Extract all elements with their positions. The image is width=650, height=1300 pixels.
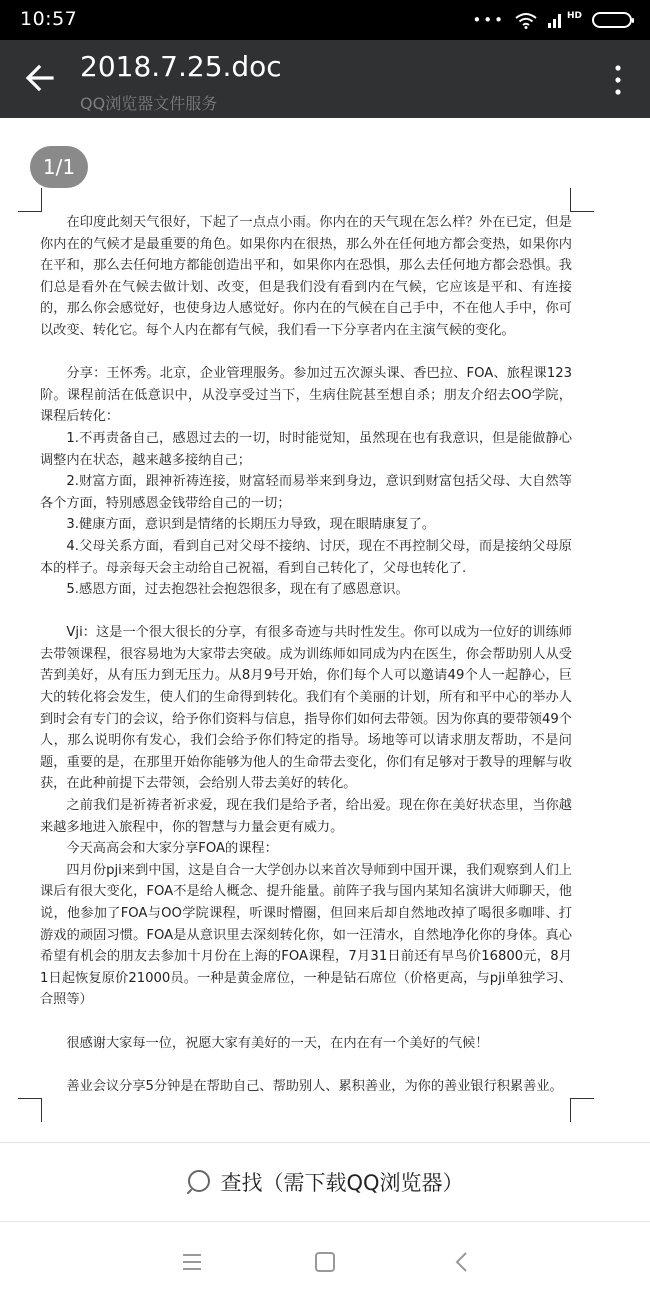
paragraph-spacer (40, 601, 572, 623)
page-corner-mark (18, 1098, 42, 1122)
document-paragraph: 很感谢大家每一位，祝愿大家有美好的一天，在内在有一个美好的气候！ (66, 1035, 489, 1051)
arrow-left-icon[interactable] (22, 60, 58, 96)
page-corner-mark (570, 1098, 594, 1122)
document-paragraph: 善业会议分享5分钟是在帮助自己、帮助别人、累积善业，为你的善业银行积累善业。 (66, 1078, 563, 1094)
document-paragraph: 4.父母关系方面，看到自己对父母不接纳、讨厌，现在不再控制父母，而是接纳父母原本的样子。母亲每天会主动给自己祝福，看到自己转化了，父母也转化了. (40, 538, 572, 576)
find-label: 查找（需下载QQ浏览器） (220, 1171, 464, 1195)
document-paragraph: 3.健康方面，意识到是情绪的长期压力导致，现在眼睛康复了。 (66, 517, 436, 533)
menu-lines-icon[interactable] (180, 1250, 204, 1274)
page-corner-mark (570, 188, 594, 212)
wifi-icon (515, 12, 537, 29)
document-paragraph: 1.不再责备自己，感恩过去的一切，时时能觉知，虽然现在也有我意识，但是能做静心调整内在状态，越来越多接纳自己； (40, 430, 572, 468)
system-nav-bar (0, 1222, 650, 1300)
app-bar (0, 40, 650, 118)
document-paragraph: 分享：王怀秀。北京，企业管理服务。参加过五次源头课、香巴拉、FOA、旅程课123阶。课程前活在低意识中，从没享受过当下，生病住院甚至想自杀；朋友介绍去OO学院，课程后转化： (40, 366, 572, 425)
document-paragraph: 2.财富方面，跟神祈祷连接，财富轻而易举来到身边，意识到财富包括父母、大自然等各个方面，特别感恩金钱带给自己的一切； (40, 474, 572, 511)
hd-badge: HD (566, 10, 582, 21)
more-vertical-icon[interactable] (608, 62, 628, 98)
page-corner-mark (18, 188, 42, 212)
document-viewer[interactable] (0, 118, 650, 1142)
search-icon (186, 1168, 214, 1196)
document-body (40, 212, 572, 1097)
document-paragraph: 5.感恩方面，过去抱怨社会抱怨很多，现在有了感恩意识。 (66, 582, 409, 598)
paragraph-spacer (40, 1054, 572, 1076)
paragraph-spacer (40, 342, 572, 364)
paragraph-spacer (40, 1011, 572, 1033)
app-subtitle: QQ浏览器文件服务 (80, 94, 218, 113)
status-bar (0, 0, 650, 40)
square-home-icon[interactable] (313, 1250, 337, 1274)
page-indicator: 1/1 (30, 146, 88, 188)
document-paragraph: 在印度此刻天气很好，下起了一点点小雨。你内在的天气现在怎么样？外在已定，但是你内在的气候才是最重要的角色。如果你内在很热，那么外在任何地方都会变热，如果你内在平和，那么去任何地方都能创造出平和，如果你内在恐惧，那么去任何地方都会恐惧。我们总是看外在气候去做计划、改变，但是我们没有看到内在气候，它应该是平和、有连接的，那么你会感觉好，也使身边人感觉好。你内在的气候在自己手中，不在他人手中，你可以改变、转化它。每个人内在都有气候，我们看一下分享者内在主演气候的变化。 (40, 215, 572, 338)
notification-dots: ••• (472, 10, 505, 29)
document-paragraph: 今天高高会和大家分享FOA的课程： (66, 841, 278, 857)
chevron-left-icon[interactable] (450, 1250, 474, 1274)
document-paragraph: 之前我们是祈祷者祈求爱，现在我们是给予者，给出爱。现在你在美好状态里，当你越来越多地进入旅程中，你的智慧与力量会更有威力。 (40, 798, 572, 835)
status-time: 10:57 (20, 8, 78, 30)
status-icons (472, 9, 632, 31)
battery-icon (592, 12, 632, 28)
document-paragraph: 四月份pji来到中国，这是自合一大学创办以来首次导师到中国开课，我们观察到人们上课后有很大变化，FOA不是给人概念、提升能量。前阵子我与国内某知名演讲大师聊天，他说，他参加了FOA与OO学院课程，听课时懵圈，但回来后却自然地改掉了喝很多咖啡、打游戏的顽固习惯。FOA是从意识里去深刻转化你，如一汪清水，自然地净化你的身体。真心希望有机会的朋友去参加十月份在上海的FOA课程，7月31日前还有早鸟价16800元，8月1日起恢复原价21000员。一种是黄金席位，一种是钻石席位（价格更高，与pji单独学习、合照等） (40, 862, 572, 1008)
signal-icon (547, 12, 563, 28)
file-title: 2018.7.25.doc (80, 50, 282, 83)
document-paragraph: Vji：这是一个很大很长的分享，有很多奇迹与共时性发生。你可以成为一位好的训练师去带领课程，很容易地为大家带去突破。成为训练师如同成为内在医生，你会帮助别人从受苦到美好，从有压力到无压力。从8月9号开始，你们每个人可以邀请49个人一起静心，巨大的转化将会发生，使人们的生命得到转化。我们有个美丽的计划，所有和平中心的举办人到时会有专门的会议，给予你们资料与信息，指导你们如何去带领。因为你真的要带领49个人，那么说明你有发心，我们会给予你们特定的指导。场地等可以请求朋友帮助，不是问题，重要的是，在那里开始你能够为他人的生命带去变化，你们有足够对于教导的理解与收获，在此种前提下去带领，会给别人带去美好的转化。 (40, 625, 572, 792)
find-button[interactable] (0, 1142, 650, 1222)
